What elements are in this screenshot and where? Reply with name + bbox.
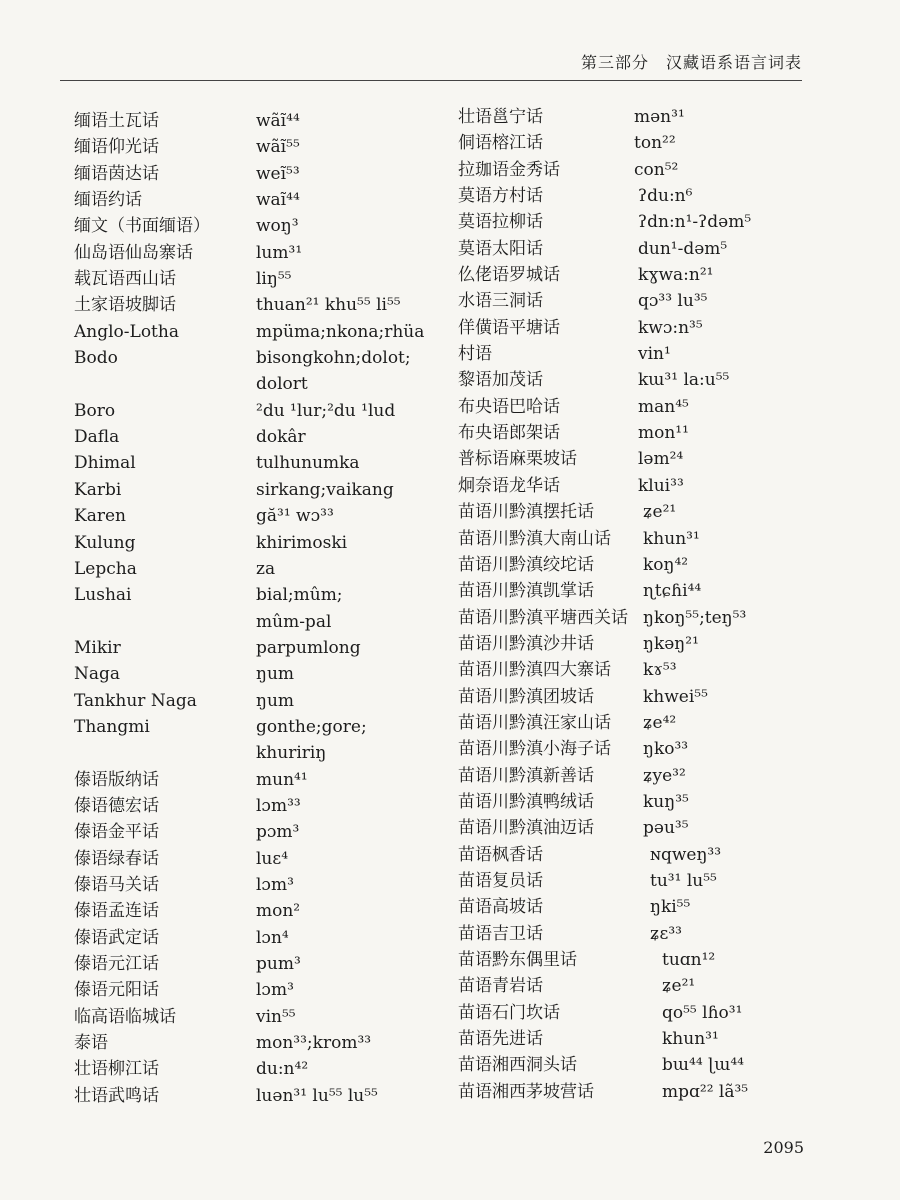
word-form: tulhunumka [256,453,360,474]
language-name: 苗语石门坎话 [458,1002,560,1023]
word-form: bial;mûm; [256,585,343,606]
entry-row [458,236,838,262]
entry-row [74,1056,434,1082]
entry-row [74,292,434,318]
word-form: koŋ⁴² [643,554,689,575]
entry-row [458,526,838,552]
language-name: 傣语武定话 [74,927,159,948]
language-name: Karen [74,506,126,527]
language-name: 仫佬语罗城话 [458,265,560,286]
entry-row [458,894,838,920]
word-form: tu³¹ lu⁵⁵ [650,870,717,891]
entry-row [458,288,838,314]
language-name: 苗语川黔滇大南山话 [458,528,611,549]
language-name: 苗语高坡话 [458,897,543,918]
word-form: sirkang;vaikang [256,479,394,500]
entry-row [458,605,838,631]
entry-row [74,503,434,529]
language-name: Dhimal [74,453,136,474]
word-form: ʑe⁴² [643,712,677,733]
language-name: 傣语马关话 [74,874,159,895]
word-form: ŋkoŋ⁵⁵;teŋ⁵³ [643,607,747,628]
language-name: 苗语川黔滇汪家山话 [458,712,611,733]
word-form: mun⁴¹ [256,769,308,790]
language-name: 缅语土瓦话 [74,111,159,131]
language-name: 苗语川黔滇四大寨话 [458,660,611,681]
word-form: kɤ⁵³ [643,660,677,681]
language-name: 缅语约话 [74,190,142,211]
word-form: kuŋ³⁵ [643,791,689,812]
word-form: tuɑn¹² [662,950,716,970]
entry-row [458,578,838,604]
language-name: 傣语元阳话 [74,980,159,1001]
language-name: 苗语复员话 [458,870,543,891]
word-form: gă³¹ wɔ³³ [256,506,334,527]
entry-row [74,819,434,845]
entry-row [74,450,434,476]
word-form: ʑye³² [643,765,686,786]
language-name: 莫语拉柳话 [458,212,543,233]
entry-row [74,846,434,872]
word-form: ŋkəŋ²¹ [643,633,699,654]
word-form: ɴqweŋ³³ [650,844,722,865]
language-name: 苗语黔东偶里话 [458,950,577,970]
word-form: ʑe²¹ [662,976,696,997]
language-name: 布央语郎架话 [458,423,560,444]
word-form: waĩ⁴⁴ [256,190,300,211]
entry-row [74,740,434,766]
entry-row [74,767,434,793]
entry-row [458,130,838,156]
entry-row [74,609,434,635]
entry-row [74,556,434,582]
word-form: kwɔ:n³⁵ [638,317,703,338]
language-name: 傣语绿春话 [74,848,159,869]
entry-row [74,714,434,740]
language-name: 苗语川黔滇沙井话 [458,633,594,654]
entry-row [458,394,838,420]
language-name: 莫语太阳话 [458,238,543,259]
header-rule [60,80,802,81]
word-form: ŋki⁵⁵ [650,897,691,918]
language-name: 苗语湘西洞头话 [458,1055,577,1076]
entry-row [458,367,838,393]
word-form: klui³³ [638,475,684,496]
entry-row [458,446,838,472]
entry-row [74,1030,434,1056]
word-form: woŋ³ [256,216,299,237]
word-form: dun¹-dəm⁵ [638,238,728,259]
word-form: con⁵² [634,159,679,180]
language-name: 苗语川黔滇团坡话 [458,686,594,707]
language-name: 苗语川黔滇平塘西关话 [458,607,628,628]
entry-row [458,815,838,841]
word-form: liŋ⁵⁵ [256,269,292,290]
word-form: ŋum [256,690,295,711]
entry-row [458,684,838,710]
language-name: Tankhur Naga [74,690,197,711]
word-form: lɔm³³ [256,795,301,816]
entry-row [74,1004,434,1030]
page-number: 2095 [763,1138,804,1157]
word-form: ton²² [634,133,676,154]
word-form: luən³¹ lu⁵⁵ lu⁵⁵ [256,1085,378,1106]
word-form: qo⁵⁵ lɦo³¹ [662,1002,743,1023]
entry-row [74,477,434,503]
language-name: 苗语川黔滇凯掌话 [458,581,594,602]
entry-row [458,1079,838,1105]
language-name: 苗语湘西茅坡营话 [458,1081,594,1102]
language-name: 傣语孟连话 [74,901,159,922]
word-form: gonthe;gore; [256,716,367,737]
language-name: Thangmi [74,716,150,737]
language-name: 苗语先进话 [458,1029,543,1050]
word-form: mpüma;nkona;rhüa [256,321,425,342]
word-form: khun³¹ [662,1029,719,1050]
entry-row [74,898,434,924]
language-name: 苗语川黔滇小海子话 [458,739,611,760]
word-form: ŋum [256,664,295,685]
word-form: ʑɛ³³ [650,923,682,944]
language-name: 苗语川黔滇鸭绒话 [458,791,594,812]
language-name: 侗语榕江话 [458,133,543,154]
word-form: kɣwa:n²¹ [638,265,714,286]
word-form: bisongkohn;dolot; [256,348,411,369]
word-form: za [256,558,276,579]
entry-row [74,582,434,608]
language-name: 泰语 [74,1033,108,1054]
word-form: du:n⁴² [256,1059,309,1080]
language-name: Naga [74,664,121,685]
word-form: lɔn⁴ [256,927,289,948]
word-form: ləm²⁴ [638,449,684,470]
language-name: 苗语川黔滇绞坨话 [458,554,594,575]
word-form: wãĩ⁵⁵ [256,137,300,158]
entry-row [458,947,838,973]
entry-row [458,973,838,999]
word-form: parpumlong [256,637,361,658]
word-form: pum³ [256,954,301,974]
entry-row [458,552,838,578]
word-form: dokâr [256,427,306,448]
language-name: Bodo [74,348,118,369]
entry-row [458,868,838,894]
entry-row [458,104,838,130]
word-form: weĩ⁵³ [256,163,300,184]
word-form: lɔm³ [256,874,294,895]
entry-row [74,213,434,239]
language-name: 苗语川黔滇油迈话 [458,818,594,839]
language-name: 土家语坡脚话 [74,295,176,316]
entry-row [74,345,434,371]
entry-row [458,710,838,736]
word-form: khirimoski [256,532,348,553]
word-form: ²du ¹lur;²du ¹lud [256,400,396,421]
entry-row [458,842,838,868]
entry-row [458,1000,838,1026]
language-name: 壮语邕宁话 [458,107,543,127]
language-name: 水语三洞话 [458,291,543,312]
right-column [458,104,838,1105]
word-form: vin¹ [638,344,671,365]
entry-row [458,473,838,499]
language-name: 莫语方村话 [458,186,543,207]
language-name: 缅语茵达话 [74,163,159,184]
entry-row [458,209,838,235]
word-form: kɯ³¹ la:u⁵⁵ [638,370,730,391]
entry-row [458,183,838,209]
language-name: Lushai [74,585,132,606]
entry-row [458,315,838,341]
left-column [74,108,434,1109]
entry-row [74,688,434,714]
language-name: 佯僙语平塘话 [458,317,560,338]
entry-row [458,499,838,525]
word-form: bɯ⁴⁴ ɭɯ⁴⁴ [662,1055,744,1076]
language-name: Lepcha [74,558,137,579]
entry-row [74,977,434,1003]
entry-row [74,635,434,661]
word-form: ʑe²¹ [643,502,677,523]
entry-row [74,872,434,898]
language-name: 普标语麻栗坡话 [458,449,577,470]
language-name: Dafla [74,427,120,448]
language-name: 载瓦语西山话 [74,269,176,290]
entry-row [74,187,434,213]
word-form: ɳtɕɦi⁴⁴ [643,581,702,602]
word-form: thuan²¹ khu⁵⁵ li⁵⁵ [256,295,401,316]
entry-row [458,420,838,446]
word-form: lɔm³ [256,980,294,1001]
word-form: lum³¹ [256,242,303,263]
language-name: 苗语青岩话 [458,976,543,997]
entry-row [74,424,434,450]
language-name: 傣语金平话 [74,822,159,843]
language-name: 苗语枫香话 [458,844,543,865]
language-name: 村语 [458,344,492,365]
word-form: luɛ⁴ [256,848,289,869]
word-form: pəu³⁵ [643,818,689,839]
entry-row [74,398,434,424]
entry-row [74,240,434,266]
word-form: pɔm³ [256,822,300,843]
entry-row [458,763,838,789]
language-name: Kulung [74,532,136,553]
word-form: khuririŋ [256,743,327,764]
entry-row [74,319,434,345]
entry-row [74,1083,434,1109]
language-name: 黎语加茂话 [458,370,543,391]
language-name: 布央语巴哈话 [458,396,560,417]
language-name: 苗语川黔滇新善话 [458,765,594,786]
entry-row [458,657,838,683]
language-name: 苗语吉卫话 [458,923,543,944]
entry-row [458,157,838,183]
word-form: ʔdn:n¹-ʔdəm⁵ [638,212,752,233]
word-form: man⁴⁵ [638,396,689,417]
word-form: ŋko³³ [643,739,689,760]
running-head: 第三部分 汉藏语系语言词表 [580,53,802,72]
entry-row [74,793,434,819]
language-name: Anglo-Lotha [74,321,179,342]
language-name: 傣语元江话 [74,954,159,974]
language-name: 壮语武鸣话 [74,1085,159,1106]
language-name: Boro [74,400,116,421]
language-name: Karbi [74,479,122,500]
language-name: 缅文（书面缅语） [74,216,210,237]
language-name: 苗语川黔滇摆托话 [458,502,594,523]
word-form: mûm-pal [256,611,332,632]
word-form: mən³¹ [634,107,685,127]
entry-row [458,736,838,762]
entry-row [74,108,434,134]
entry-row [74,661,434,687]
word-form: qɔ³³ lu³⁵ [638,291,708,312]
entry-row [74,134,434,160]
word-form: mon³³;krom³³ [256,1033,372,1054]
word-form: khun³¹ [643,528,700,549]
entry-row [458,631,838,657]
entry-row [74,951,434,977]
entry-row [458,262,838,288]
entry-row [74,371,434,397]
word-form: mon² [256,901,301,922]
entry-row [458,921,838,947]
language-name: 傣语版纳话 [74,769,159,790]
entry-row [458,341,838,367]
word-form: khwei⁵⁵ [643,686,708,707]
entry-row [74,925,434,951]
language-name: 傣语德宏话 [74,795,159,816]
language-name: 临高语临城话 [74,1006,176,1027]
word-form: mpɑ²² lã³⁵ [662,1081,749,1102]
entry-row [74,530,434,556]
language-name: 仙岛语仙岛寨话 [74,242,193,263]
entry-row [458,789,838,815]
language-name: 炯奈语龙华话 [458,475,560,496]
word-form: mon¹¹ [638,423,689,444]
entry-row [458,1052,838,1078]
language-name: 拉珈语金秀话 [458,159,560,180]
language-name: 壮语柳江话 [74,1059,159,1080]
word-form: wãĩ⁴⁴ [256,111,300,131]
word-form: ʔdu:n⁶ [638,186,693,207]
language-name: Mikir [74,637,121,658]
entry-row [74,161,434,187]
entry-row [458,1026,838,1052]
word-form: dolort [256,374,308,395]
word-form: vin⁵⁵ [256,1006,296,1027]
entry-row [74,266,434,292]
language-name: 缅语仰光话 [74,137,159,158]
